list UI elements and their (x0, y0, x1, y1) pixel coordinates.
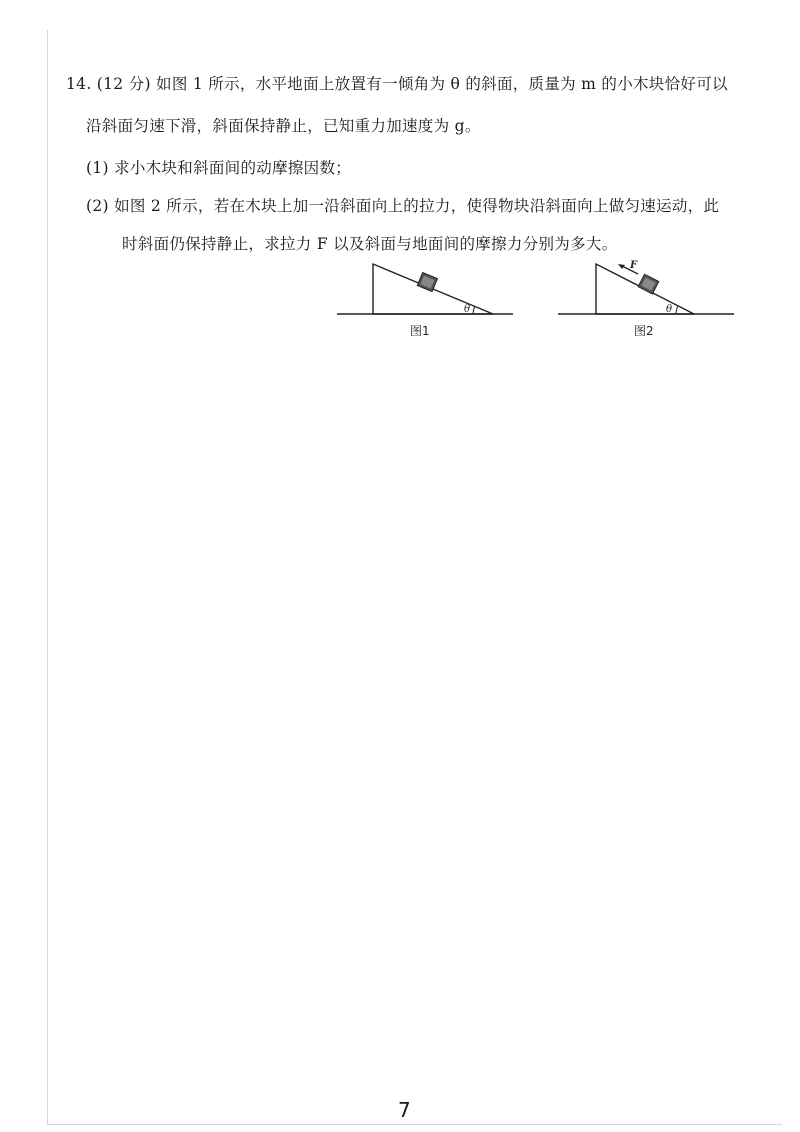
wood-block (417, 273, 437, 292)
figure-2-caption: 图2 (634, 324, 654, 338)
wood-block (638, 274, 659, 294)
question-2-line-1: (2) 如图 2 所示，若在木块上加一沿斜面向上的拉力，使得物块沿斜面向上做匀速运动，此 (86, 197, 720, 215)
page-number: 7 (398, 1098, 411, 1122)
page-left-border (47, 30, 48, 1125)
page-bottom-border (47, 1124, 782, 1125)
angle-label: θ (464, 304, 471, 315)
angle-arc (676, 306, 678, 314)
force-label: F (630, 260, 638, 271)
question-1: (1) 求小木块和斜面间的动摩擦因数； (86, 159, 352, 177)
figure-1-caption: 图1 (410, 324, 430, 338)
problem-statement-line-2: 沿斜面匀速下滑，斜面保持静止，已知重力加速度为 g。 (86, 117, 481, 135)
question-2-line-2: 时斜面仍保持静止，求拉力 F 以及斜面与地面间的摩擦力分别为多大。 (122, 235, 618, 253)
angle-arc (473, 306, 475, 314)
angle-label: θ (666, 304, 673, 315)
problem-statement-line-1: 14. (12 分) 如图 1 所示，水平地面上放置有一倾角为 θ 的斜面，质量为 m 的小木块恰好可以 (66, 75, 728, 93)
